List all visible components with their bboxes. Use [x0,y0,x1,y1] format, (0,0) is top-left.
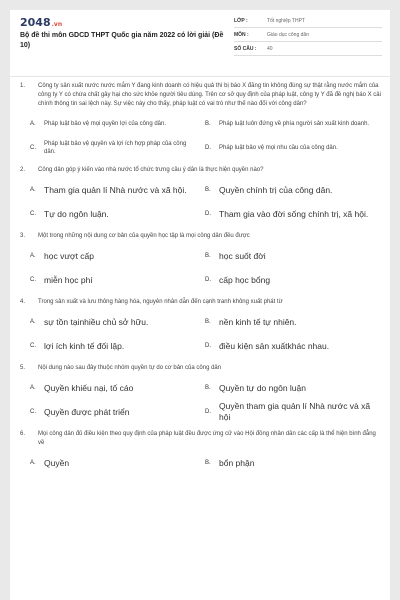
option-letter: B. [205,253,211,259]
document-header [10,10,390,68]
option-b[interactable] [205,451,380,475]
option-letter: C. [30,211,36,217]
option-letter: A. [30,385,36,391]
option-a[interactable] [30,451,205,475]
option-text: nền kinh tế tự nhiên. [219,316,297,327]
option-a[interactable] [30,112,205,136]
question-text: Nội dung nào sau đây thuộc nhóm quyền tự do cơ bản của công dân [38,365,222,371]
question-5 [10,364,390,424]
option-text: học vượt cấp [44,250,95,261]
option-d[interactable] [205,334,380,358]
option-c[interactable] [30,202,205,226]
option-text: lợi ích kinh tế đối lập. [44,340,125,351]
option-text: Pháp luật bảo vệ quyền và lợi ích hợp pháp của công dân. [44,141,187,155]
site-logo[interactable] [20,16,62,29]
option-text: Quyền tham gia quản lí Nhà nước và xã hội [219,401,371,422]
meta-value: 40 [267,45,273,52]
option-text: Quyền [44,457,70,468]
option-text: Pháp luật bảo vệ mọi nhu cầu của công dân. [219,145,338,151]
question-text: Mọi công dân đủ điều kiện theo quy định của pháp luật đều được ứng cử vào Hội đồng nhân dân các cấp là thể hiện bình đẳng về [38,431,376,446]
option-c[interactable] [30,334,205,358]
option-c[interactable] [30,268,205,292]
document-page [10,10,390,600]
option-letter: C. [30,343,36,349]
question-1 [10,82,390,160]
option-a[interactable] [30,178,205,202]
meta-value: Tốt nghiệp THPT [267,17,305,24]
question-number: 3. [20,233,26,239]
question-number: 2. [20,167,26,173]
option-text: cấp học bổng [219,274,271,285]
option-b[interactable] [205,244,380,268]
option-letter: B. [205,319,211,325]
option-text: miễn học phí [44,274,93,285]
option-b[interactable] [205,112,380,136]
option-b[interactable] [205,310,380,334]
option-letter: A. [30,460,36,466]
option-text: Pháp luật bảo vệ mọi quyền lợi của công dân. [44,121,167,127]
question-number: 1. [20,83,26,89]
option-text: điều kiện sản xuấtkhác nhau. [219,340,330,351]
option-letter: C. [30,409,36,415]
option-letter: B. [205,460,211,466]
question-text: Công ty sản xuất nước nước mắm Y đang kinh doanh có hiệu quả thì bị báo X đăng tin không đúng sự thật rằng nước mắm của công ty Y có chứa chất gây hại cho sức khỏe người tiêu dùng. Trên cơ sở quy định của pháp luật, công ty Y đã đề nghị báo X cải chính thông tin sai lệch này. Sự việc này cho thấy, pháp luật có vai trò như thế nào đối với công dân? [38,83,381,107]
option-letter: C. [30,145,36,151]
option-text: Tham gia vào đời sống chính trị, xã hội. [219,208,369,219]
question-text: Công dân góp ý kiến vào nhà nước tổ chức trưng cầu ý dân là thực hiện quyền nào? [38,167,264,173]
option-letter: A. [30,253,36,259]
question-6 [10,430,390,475]
option-a[interactable] [30,244,205,268]
option-text: Pháp luật luôn đứng về phía người sản xuất kinh doanh. [219,121,370,127]
logo-text: 2048 [20,16,51,29]
meta-value: Giáo dục công dân [267,31,309,38]
option-a[interactable] [30,376,205,400]
option-text: sự tồn tạinhiều chủ sở hữu. [44,316,149,327]
option-text: Quyền được phát triển [44,406,130,417]
option-c[interactable] [30,400,205,424]
question-list [10,82,390,481]
question-number: 5. [20,365,26,371]
question-3 [10,232,390,292]
page-title: Bộ đề thi môn GDCD THPT Quốc gia năm 2022 có lời giải (Đề 10) [20,32,224,49]
option-letter: D. [205,277,211,283]
logo-suffix: .vn [51,21,63,28]
question-number: 6. [20,431,26,437]
option-d[interactable] [205,202,380,226]
option-c[interactable] [30,136,205,160]
question-2 [10,166,390,226]
option-letter: B. [205,385,211,391]
option-d[interactable] [205,136,380,160]
option-text: Quyền khiếu nại, tố cáo [44,382,134,393]
option-d[interactable] [205,400,380,424]
meta-key: LỚP : [234,17,248,24]
header-divider [10,76,390,77]
meta-key: SỐ CÂU : [234,45,257,52]
option-letter: A. [30,187,36,193]
meta-row-subject [234,28,382,42]
option-letter: B. [205,121,211,127]
option-letter: A. [30,121,36,127]
option-b[interactable] [205,178,380,202]
option-text: Quyền tự do ngôn luận [219,382,306,393]
question-number: 4. [20,299,26,305]
option-d[interactable] [205,268,380,292]
meta-row-class [234,14,382,28]
option-text: học suốt đời [219,250,266,261]
option-a[interactable] [30,310,205,334]
option-text: Tham gia quản lí Nhà nước và xã hội. [44,184,187,195]
option-b[interactable] [205,376,380,400]
option-letter: D. [205,409,211,415]
option-letter: C. [30,277,36,283]
question-text: Một trong những nội dung cơ bản của quyền học tập là mọi công dân đều được [38,233,250,239]
meta-key: MÔN : [234,31,249,38]
question-text: Trong sản xuất và lưu thông hàng hóa, nguyên nhân dẫn đến cạnh tranh không xuất phát từ [38,299,283,305]
meta-row-count [234,42,382,56]
question-4 [10,298,390,358]
option-text: Tự do ngôn luận. [44,208,109,219]
option-letter: A. [30,319,36,325]
option-letter: D. [205,211,211,217]
option-letter: D. [205,343,211,349]
option-text: Quyền chính trị của công dân. [219,184,333,195]
option-text: bổn phận [219,457,255,468]
meta-table [234,14,382,56]
option-letter: B. [205,187,211,193]
option-letter: D. [205,145,211,151]
